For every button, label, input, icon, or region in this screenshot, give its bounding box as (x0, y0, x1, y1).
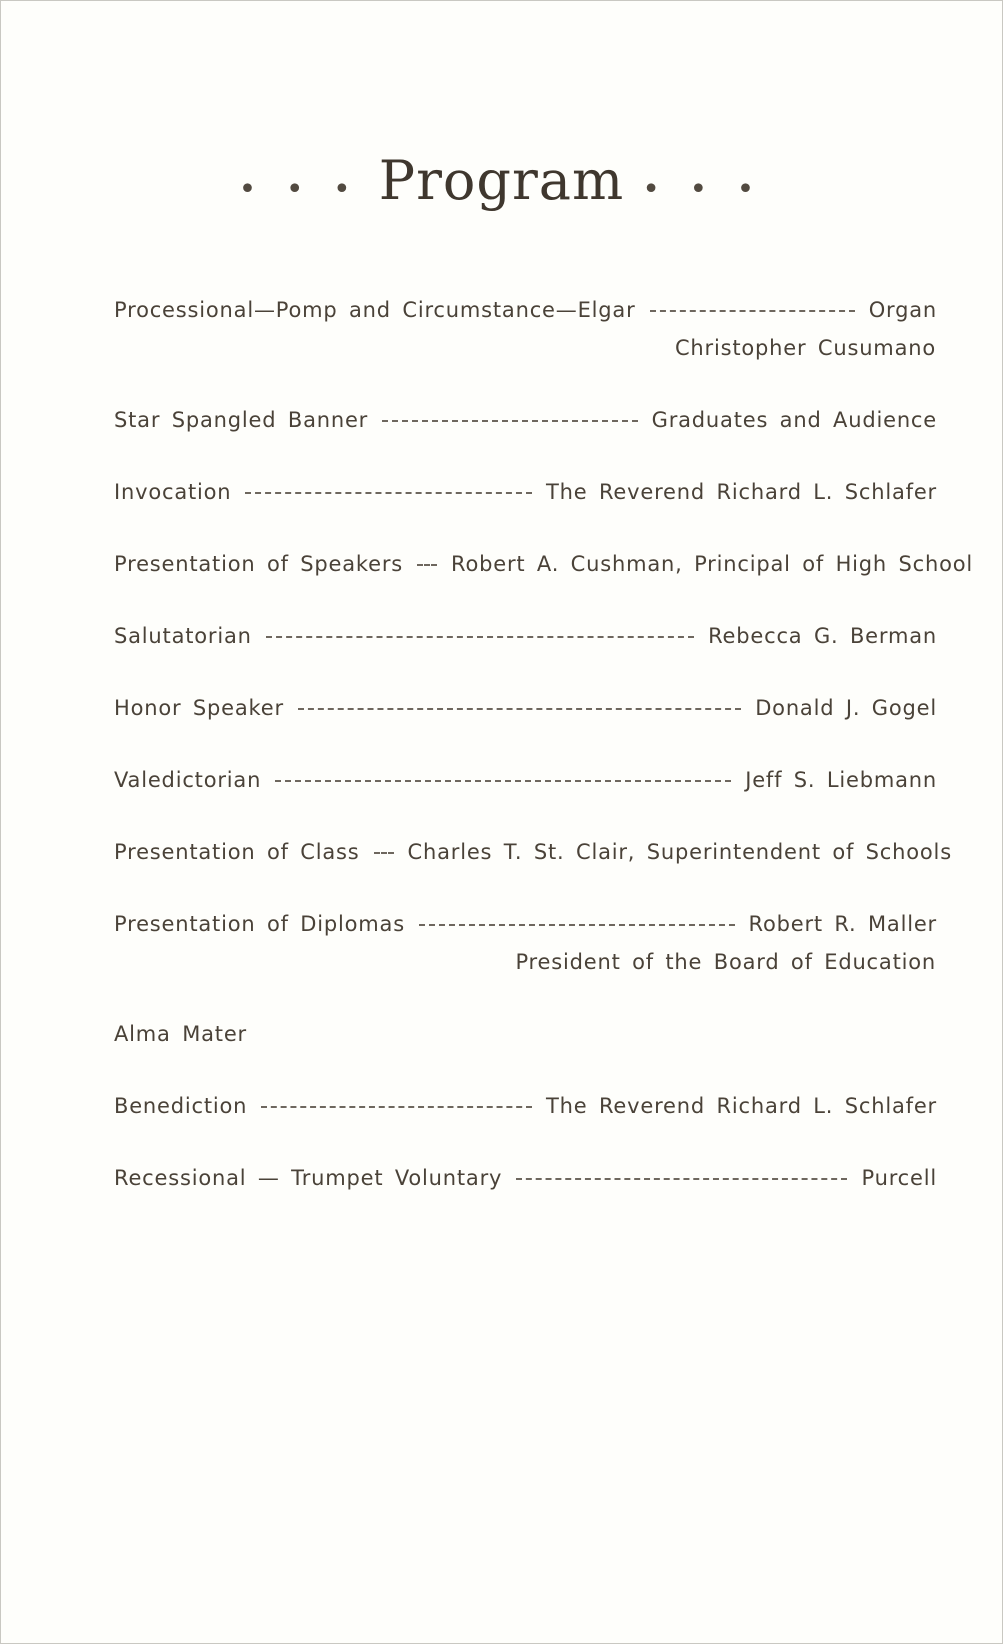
dotted-leader (650, 310, 855, 312)
dotted-leader (382, 420, 638, 422)
item-performer: Donald J. Gogel (755, 696, 937, 720)
program-line (114, 909, 937, 939)
item-title: Processional—Pomp and Circumstance—Elgar (114, 298, 636, 322)
dotted-leader (298, 708, 741, 710)
program-line (114, 1091, 937, 1121)
program-item (114, 621, 937, 651)
program-item (114, 477, 937, 507)
program-item (114, 693, 937, 723)
program-line (114, 1163, 937, 1193)
item-title: Recessional — Trumpet Voluntary (114, 1166, 503, 1190)
dotted-leader (374, 852, 394, 854)
program-line (114, 405, 937, 435)
item-title: Invocation (114, 480, 232, 504)
dotted-leader (516, 1178, 847, 1180)
item-performer: The Reverend Richard L. Schlafer (546, 480, 937, 504)
item-title: Presentation of Diplomas (114, 912, 405, 936)
program-line (114, 477, 937, 507)
right-ornament: • • • (642, 172, 765, 207)
item-subtitle: President of the Board of Education (515, 950, 936, 974)
item-title: Salutatorian (114, 624, 252, 648)
dotted-leader (275, 780, 731, 782)
program-item (114, 765, 937, 795)
program-heading (1, 149, 1002, 212)
program-line (114, 295, 937, 325)
item-title: Valedictorian (114, 768, 262, 792)
item-subtitle: Christopher Cusumano (674, 336, 936, 360)
item-performer: Purcell (861, 1166, 937, 1190)
program-list (114, 295, 974, 1235)
item-performer: Robert R. Maller (748, 912, 937, 936)
item-performer: Graduates and Audience (651, 408, 937, 432)
item-title: Star Spangled Banner (114, 408, 369, 432)
item-performer: Jeff S. Liebmann (745, 768, 937, 792)
program-line (114, 621, 937, 651)
dotted-leader (419, 924, 735, 926)
dotted-leader (417, 564, 437, 566)
program-item (114, 1163, 937, 1193)
dotted-leader (266, 636, 694, 638)
program-line (114, 549, 974, 579)
program-line (114, 1019, 937, 1049)
item-performer: The Reverend Richard L. Schlafer (546, 1094, 937, 1118)
item-title: Presentation of Class (114, 840, 360, 864)
program-item (114, 909, 937, 977)
program-line (114, 765, 937, 795)
program-item (114, 295, 937, 363)
program-item (114, 549, 974, 579)
item-performer: Charles T. St. Clair, Superintendent of Schools (407, 840, 952, 864)
dotted-leader (261, 1106, 532, 1108)
program-line (114, 693, 937, 723)
program-item (114, 1019, 937, 1049)
item-performer: Organ (868, 298, 937, 322)
item-title: Benediction (114, 1094, 248, 1118)
item-title: Honor Speaker (114, 696, 284, 720)
left-ornament: • • • (238, 172, 361, 207)
dotted-leader (245, 492, 532, 494)
item-performer: Robert A. Cushman, Principal of High School (451, 552, 974, 576)
item-performer: Rebecca G. Berman (708, 624, 937, 648)
item-title: Alma Mater (114, 1022, 247, 1046)
item-title: Presentation of Speakers (114, 552, 404, 576)
program-line (114, 837, 952, 867)
program-item (114, 837, 952, 867)
program-item (114, 1091, 937, 1121)
program-title: Program (378, 149, 625, 212)
program-item (114, 405, 937, 435)
